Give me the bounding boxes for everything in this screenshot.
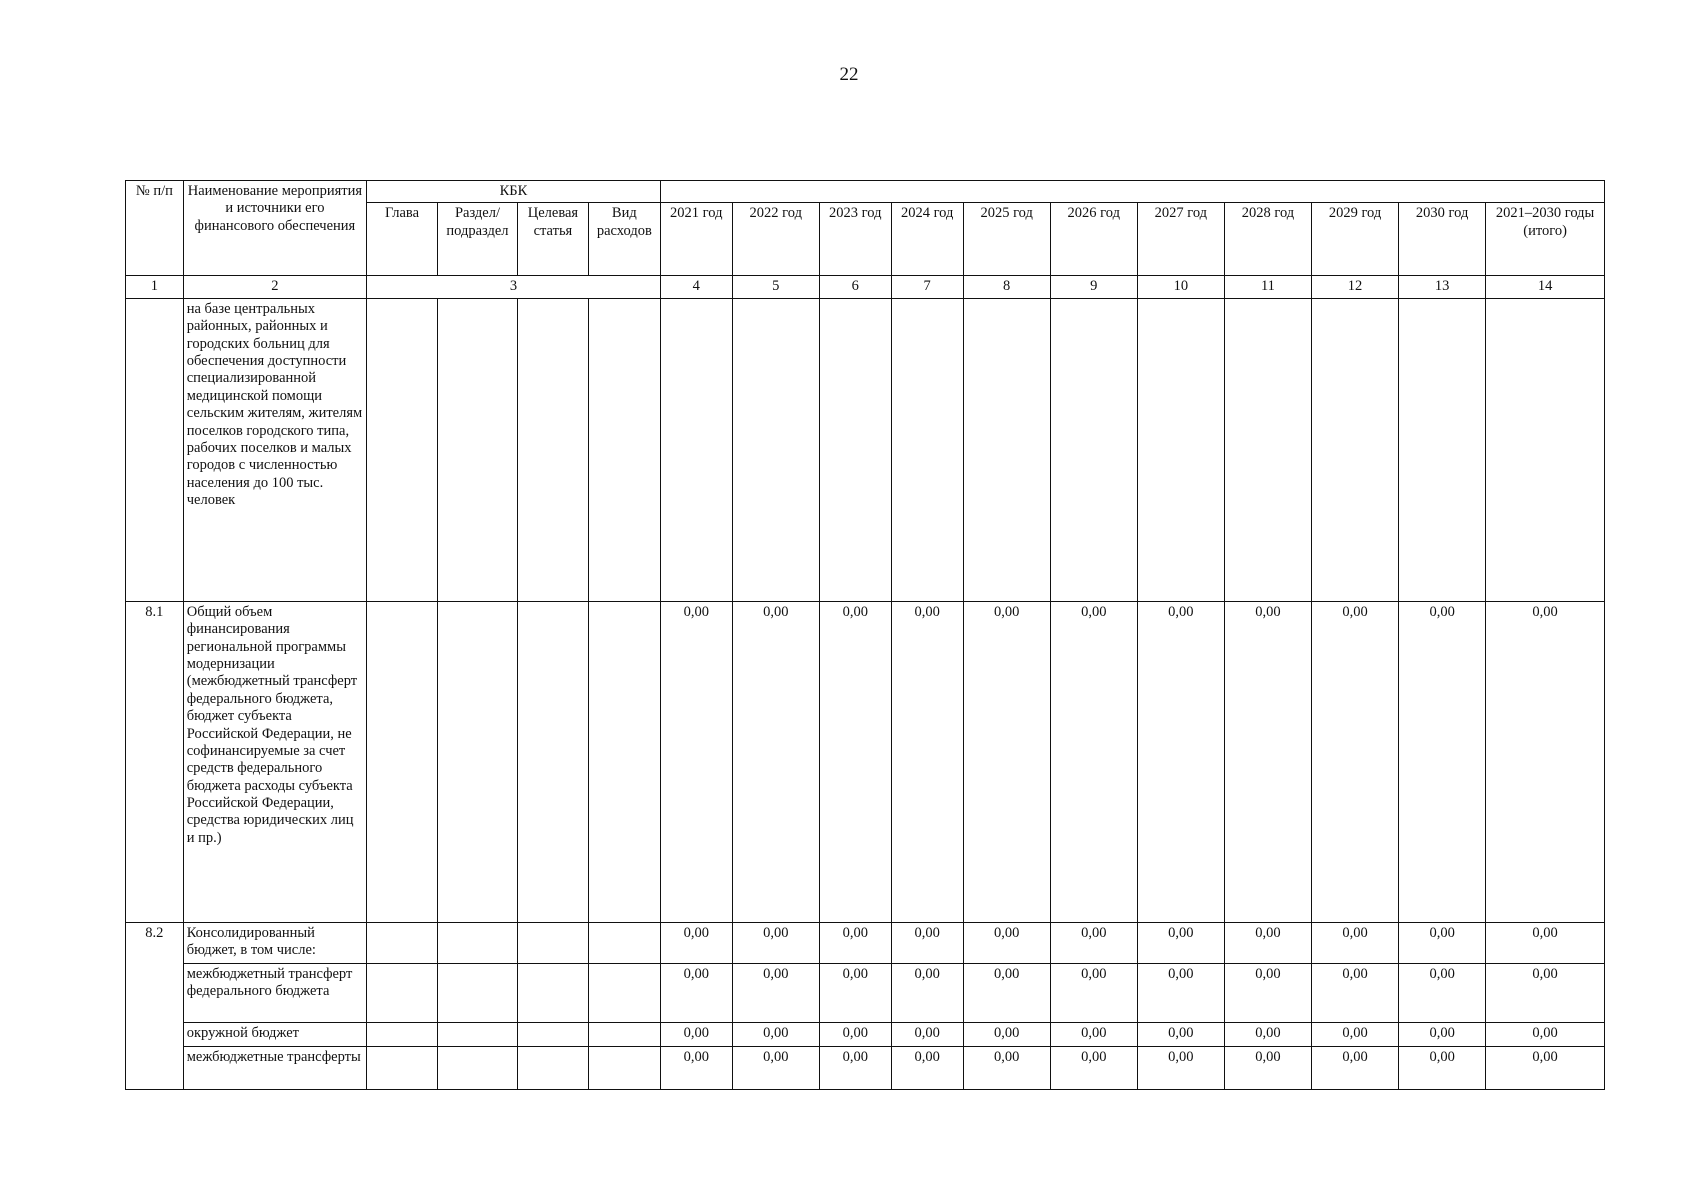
value-cell [1050, 298, 1137, 601]
value-cell: 0,00 [1050, 963, 1137, 1022]
kbk-cell [517, 963, 588, 1022]
year-header: 2021 год [660, 203, 732, 276]
value-cell: 0,00 [1486, 1046, 1605, 1089]
value-cell [1399, 298, 1486, 601]
value-cell: 0,00 [732, 1022, 819, 1046]
column-number: 4 [660, 276, 732, 298]
value-cell: 0,00 [732, 922, 819, 963]
value-cell: 0,00 [819, 922, 891, 963]
value-cell: 0,00 [1137, 963, 1224, 1022]
kbk-col-header: Целевая статья [517, 203, 588, 276]
num-header: № п/п [126, 181, 184, 276]
kbk-cell [588, 298, 660, 601]
value-cell: 0,00 [891, 922, 963, 963]
column-number: 10 [1137, 276, 1224, 298]
kbk-cell [437, 963, 517, 1022]
value-cell [963, 298, 1050, 601]
kbk-cell [588, 1022, 660, 1046]
value-cell: 0,00 [1224, 963, 1311, 1022]
column-number: 2 [183, 276, 366, 298]
column-number: 13 [1399, 276, 1486, 298]
value-cell: 0,00 [660, 1046, 732, 1089]
years-group-header [660, 181, 1604, 203]
value-cell: 0,00 [1224, 1022, 1311, 1046]
kbk-cell [517, 601, 588, 922]
value-cell: 0,00 [1399, 922, 1486, 963]
value-cell: 0,00 [1399, 1022, 1486, 1046]
column-number: 14 [1486, 276, 1605, 298]
kbk-cell [517, 922, 588, 963]
kbk-cell [437, 1022, 517, 1046]
value-cell: 0,00 [819, 1022, 891, 1046]
value-cell [660, 298, 732, 601]
value-cell: 0,00 [1050, 601, 1137, 922]
row-number: 8.2 [126, 922, 184, 1089]
total-header: 2021–2030 годы (итого) [1486, 203, 1605, 276]
value-cell: 0,00 [963, 601, 1050, 922]
value-cell: 0,00 [819, 601, 891, 922]
table-row [126, 922, 1605, 963]
column-number: 12 [1312, 276, 1399, 298]
value-cell: 0,00 [819, 1046, 891, 1089]
kbk-cell [367, 1046, 438, 1089]
value-cell: 0,00 [1137, 1046, 1224, 1089]
value-cell [1486, 298, 1605, 601]
value-cell: 0,00 [1312, 1022, 1399, 1046]
kbk-cell [437, 1046, 517, 1089]
budget-table [125, 180, 1605, 1090]
column-number: 3 [367, 276, 661, 298]
column-number: 7 [891, 276, 963, 298]
kbk-cell [367, 963, 438, 1022]
value-cell: 0,00 [660, 1022, 732, 1046]
value-cell: 0,00 [1486, 1022, 1605, 1046]
row-name: Общий объем финансирования региональной программы модернизации (межбюджетный трансферт федерального бюджета, бюджет субъекта Российской Федерации, не софинансируемые за счет средств федерального бюджета расходы субъекта Российской Федерации, средства юридических лиц и пр.) [183, 601, 366, 922]
value-cell: 0,00 [1224, 601, 1311, 922]
column-number: 9 [1050, 276, 1137, 298]
kbk-col-header: Вид расходов [588, 203, 660, 276]
value-cell: 0,00 [732, 963, 819, 1022]
kbk-cell [367, 298, 438, 601]
page-number: 22 [839, 64, 859, 85]
row-name: окружной бюджет [183, 1022, 366, 1046]
year-header: 2022 год [732, 203, 819, 276]
value-cell: 0,00 [1399, 963, 1486, 1022]
value-cell [1312, 298, 1399, 601]
row-name: Консолидированный бюджет, в том числе: [183, 922, 366, 963]
value-cell: 0,00 [819, 963, 891, 1022]
column-number: 5 [732, 276, 819, 298]
value-cell: 0,00 [1486, 963, 1605, 1022]
value-cell: 0,00 [1137, 922, 1224, 963]
value-cell: 0,00 [660, 922, 732, 963]
kbk-cell [437, 298, 517, 601]
value-cell: 0,00 [732, 1046, 819, 1089]
kbk-col-header: Раздел/ подраздел [437, 203, 517, 276]
kbk-cell [588, 922, 660, 963]
value-cell: 0,00 [1312, 601, 1399, 922]
kbk-cell [588, 963, 660, 1022]
table-row [126, 1022, 1605, 1046]
kbk-col-header: Глава [367, 203, 438, 276]
table-row [126, 298, 1605, 601]
value-cell [819, 298, 891, 601]
column-number: 6 [819, 276, 891, 298]
value-cell [1224, 298, 1311, 601]
column-number: 1 [126, 276, 184, 298]
value-cell: 0,00 [1312, 963, 1399, 1022]
value-cell: 0,00 [891, 1046, 963, 1089]
column-number-row [126, 276, 1605, 298]
year-header: 2026 год [1050, 203, 1137, 276]
name-header: Наименование мероприятия и источники его финансового обеспечения [183, 181, 366, 276]
value-cell: 0,00 [891, 1022, 963, 1046]
kbk-cell [437, 922, 517, 963]
column-number: 8 [963, 276, 1050, 298]
row-number [126, 298, 184, 601]
value-cell: 0,00 [963, 1046, 1050, 1089]
value-cell: 0,00 [1137, 601, 1224, 922]
kbk-cell [367, 922, 438, 963]
row-name: межбюджетный трансферт федерального бюджета [183, 963, 366, 1022]
value-cell: 0,00 [1137, 1022, 1224, 1046]
year-header: 2025 год [963, 203, 1050, 276]
kbk-header: КБК [367, 181, 661, 203]
value-cell: 0,00 [1050, 922, 1137, 963]
year-header: 2027 год [1137, 203, 1224, 276]
value-cell: 0,00 [1224, 1046, 1311, 1089]
kbk-cell [588, 1046, 660, 1089]
kbk-cell [367, 1022, 438, 1046]
value-cell [732, 298, 819, 601]
value-cell: 0,00 [1224, 922, 1311, 963]
value-cell: 0,00 [660, 601, 732, 922]
header-row-top [126, 181, 1605, 203]
year-header: 2024 год [891, 203, 963, 276]
value-cell: 0,00 [1050, 1046, 1137, 1089]
value-cell: 0,00 [660, 963, 732, 1022]
row-name: на базе центральных районных, районных и городских больниц для обеспечения доступности специализированной медицинской помощи сельским жителям, жителям поселков городского типа, рабочих поселков и малых городов с численностью населения до 100 тыс. человек [183, 298, 366, 601]
value-cell: 0,00 [891, 601, 963, 922]
year-header: 2023 год [819, 203, 891, 276]
value-cell: 0,00 [1486, 922, 1605, 963]
value-cell: 0,00 [1312, 1046, 1399, 1089]
value-cell: 0,00 [1399, 601, 1486, 922]
value-cell: 0,00 [1486, 601, 1605, 922]
value-cell [891, 298, 963, 601]
kbk-cell [517, 298, 588, 601]
kbk-cell [517, 1046, 588, 1089]
column-number: 11 [1224, 276, 1311, 298]
value-cell: 0,00 [1399, 1046, 1486, 1089]
value-cell: 0,00 [963, 922, 1050, 963]
table-row [126, 601, 1605, 922]
kbk-cell [588, 601, 660, 922]
year-header: 2028 год [1224, 203, 1311, 276]
kbk-cell [437, 601, 517, 922]
table-row [126, 963, 1605, 1022]
kbk-cell [367, 601, 438, 922]
table-row [126, 1046, 1605, 1089]
year-header: 2029 год [1312, 203, 1399, 276]
value-cell: 0,00 [1050, 1022, 1137, 1046]
value-cell: 0,00 [1312, 922, 1399, 963]
value-cell: 0,00 [963, 1022, 1050, 1046]
value-cell: 0,00 [732, 601, 819, 922]
row-number: 8.1 [126, 601, 184, 922]
row-name: межбюджетные трансферты [183, 1046, 366, 1089]
year-header: 2030 год [1399, 203, 1486, 276]
value-cell: 0,00 [963, 963, 1050, 1022]
value-cell: 0,00 [891, 963, 963, 1022]
value-cell [1137, 298, 1224, 601]
kbk-cell [517, 1022, 588, 1046]
